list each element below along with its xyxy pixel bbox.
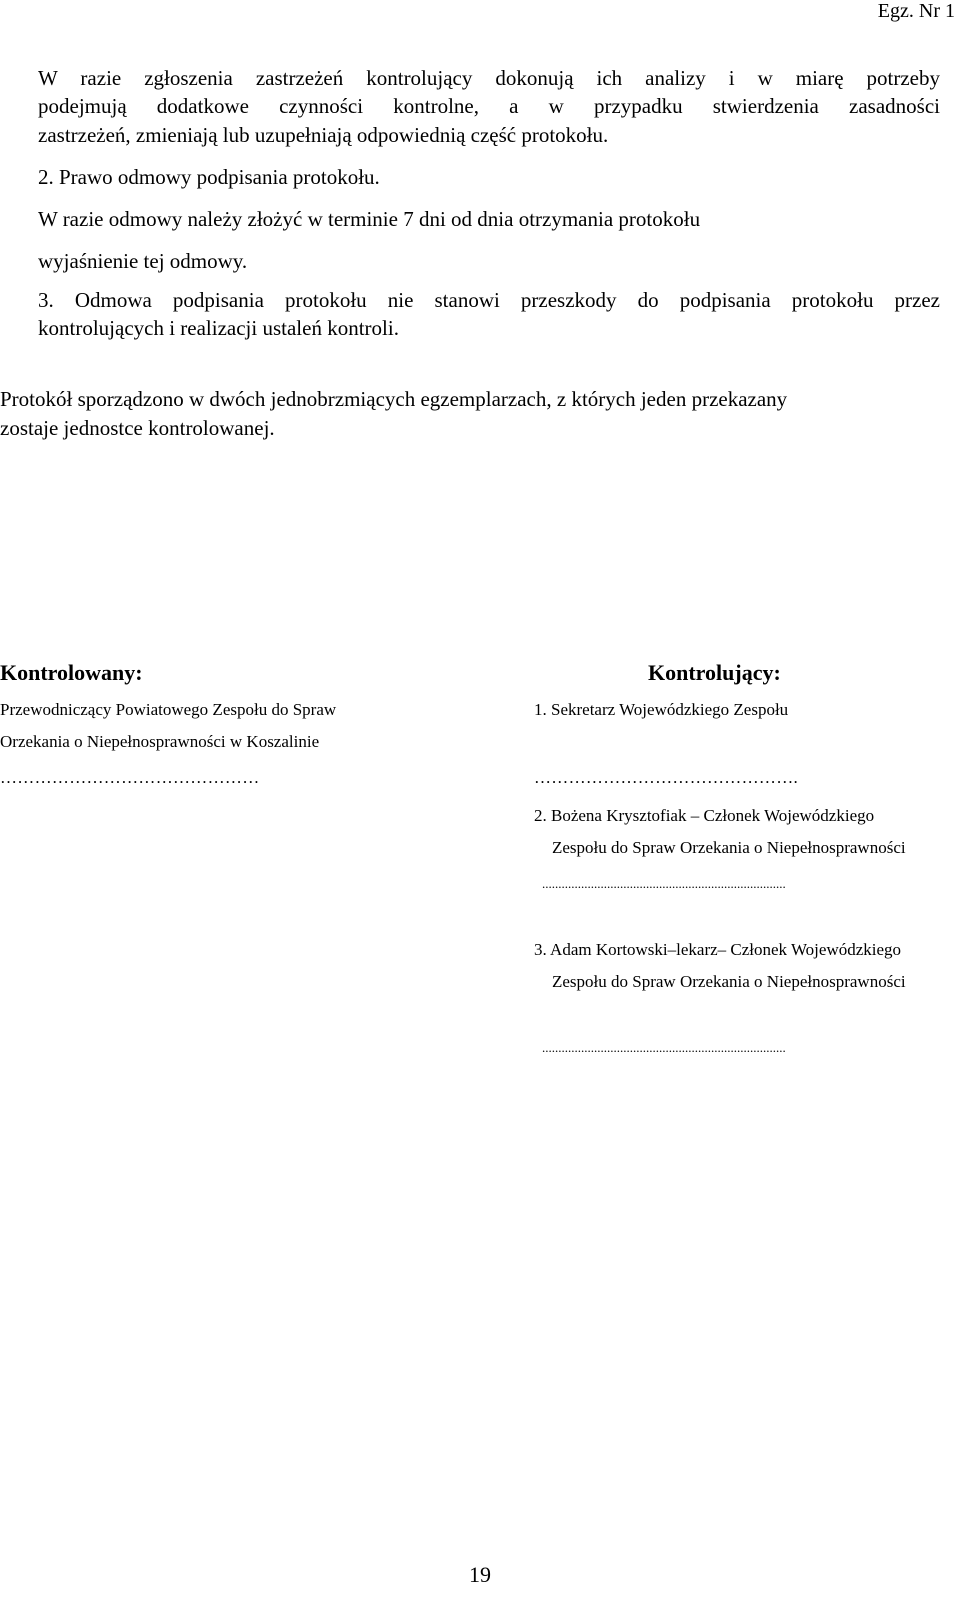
item-text-line: 3. Odmowa podpisania protokołu nie stanowi przeszkody do podpisania protokołu przez [38,288,940,312]
inspector-2: 2. Bożena Krysztofiak – Członek Wojewódzkiego [534,806,875,825]
item-text-line: wyjaśnienie tej odmowy. [38,249,248,273]
inspected-title-line: Orzekania o Niepełnosprawności w Koszalinie [0,732,320,751]
paragraph-line: podejmują dodatkowe czynności kontrolne, a w przypadku stwierdzenia zasadności [38,94,940,118]
inspectors-header: Kontrolujący: [648,660,781,685]
item-text-line: W razie odmowy należy złożyć w terminie 7 dni od dnia otrzymania protokołu [38,207,701,231]
inspected-title-line: Przewodniczący Powiatowego Zespołu do Spraw [0,700,337,719]
inspector-1: 1. Sekretarz Wojewódzkiego Zespołu [534,700,789,719]
paragraph-line: zastrzeżeń, zmieniają lub uzupełniają odpowiednią część protokołu. [38,123,609,147]
copy-mark: Egz. Nr 1 [877,0,955,22]
page-number: 19 [469,1562,491,1587]
closing-line: zostaje jednostce kontrolowanej. [0,416,275,440]
signature-line: ………………………………………. [534,768,799,787]
inspector-3-line: Zespołu do Spraw Orzekania o Niepełnosprawności [552,972,906,991]
item-title: 2. Prawo odmowy podpisania protokołu. [38,165,380,189]
closing-line: Protokół sporządzono w dwóch jednobrzmiących egzemplarzach, z których jeden przekazany [0,387,788,411]
signature-line: ........................................................................... [542,876,786,891]
signature-line: ……………………………………… [0,768,260,787]
inspector-2-line: Zespołu do Spraw Orzekania o Niepełnosprawności [552,838,906,857]
inspector-3: 3. Adam Kortowski–lekarz– Członek Wojewódzkiego [534,940,902,959]
signature-line: ........................................................................... [542,1040,786,1055]
paragraph-line: W razie zgłoszenia zastrzeżeń kontrolujący dokonują ich analizy i w miarę potrzeby [38,66,940,90]
inspected-header: Kontrolowany: [0,660,143,685]
item-text-line: kontrolujących i realizacji ustaleń kontroli. [38,316,399,340]
